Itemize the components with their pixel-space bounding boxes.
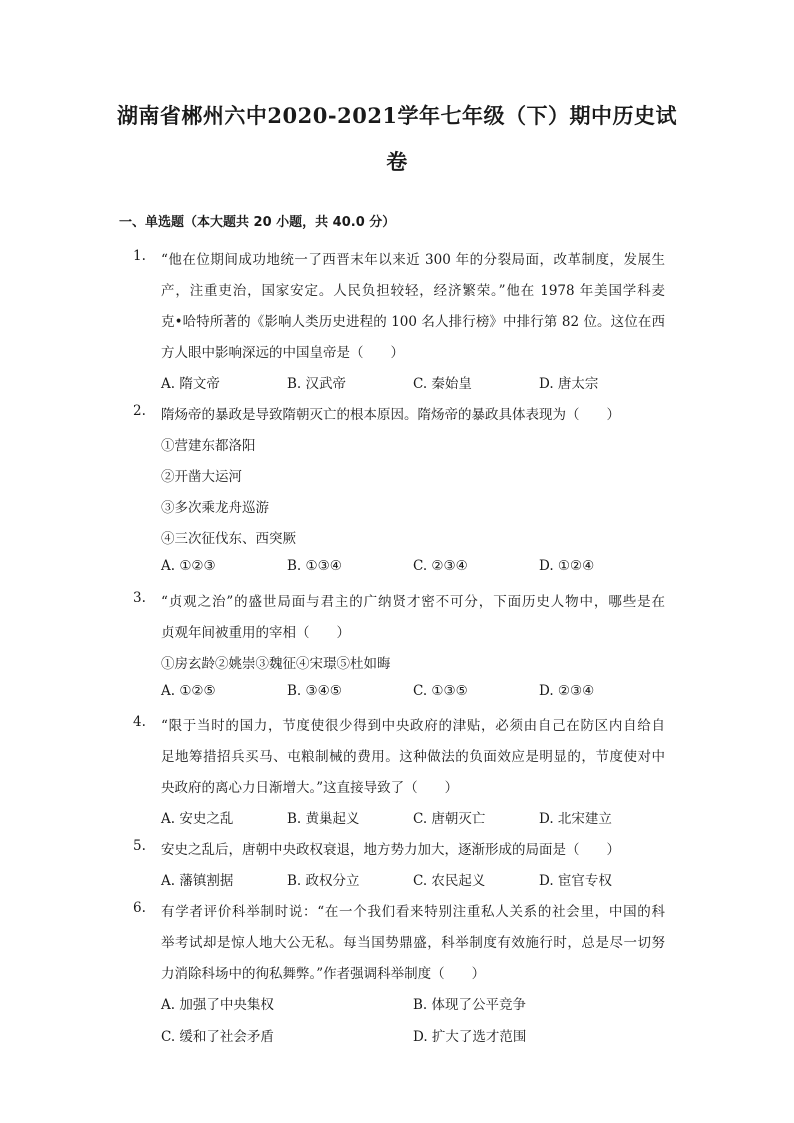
question-text-line: 央政府的离心力日渐增大。”这直接导致了（ ） [161,780,459,796]
question-text-line: 贞观年间被重用的宰相（ ） [161,625,350,641]
question-text-line: 隋炀帝的暴政是导致隋朝灭亡的根本原因。隋炀帝的暴政具体表现为（ ） [161,407,620,423]
question-text-line: 举考试却是惊人地大公无私。每当国势鼎盛，科举制度有效施行时，总是尽一切努 [161,935,665,951]
statement-item: ③多次乘龙舟巡游 [161,500,269,516]
option-c[interactable]: C. 秦始皇 [413,376,472,392]
option-a[interactable]: A. 隋文帝 [161,376,220,392]
question-number: 2. [133,403,146,419]
option-a[interactable]: A. ①②③ [161,558,216,574]
question-number: 1. [133,248,146,264]
exam-title-line-2: 卷 [386,149,408,174]
option-a[interactable]: A. ①②⑤ [161,683,216,699]
statement-item: ④三次征伐东、西突厥 [161,531,296,547]
question-text-line: “贞观之治”的盛世局面与君主的广纳贤才密不可分，下面历史人物中，哪些是在 [161,594,665,610]
question-number: 6. [133,900,146,916]
question-text-line: 方人眼中影响深远的中国皇帝是（ ） [161,345,404,361]
option-d[interactable]: D. 唐太宗 [539,376,599,392]
option-d[interactable]: D. 扩大了选才范围 [413,1029,527,1045]
option-a[interactable]: A. 加强了中央集权 [161,997,274,1013]
question-number: 3. [133,590,146,606]
question-text-line: 力消除科场中的徇私舞弊。”作者强调科举制度（ ） [161,966,486,982]
question-text-line: 足地筹措招兵买马、屯粮制械的费用。这种做法的负面效应是明显的，节度使对中 [161,749,665,765]
option-b[interactable]: B. 体现了公平竞争 [413,997,527,1013]
option-d[interactable]: D. ①②④ [539,558,595,574]
option-b[interactable]: B. ③④⑤ [287,683,342,699]
option-a[interactable]: A. 藩镇割据 [161,873,234,889]
option-b[interactable]: B. 汉武帝 [287,376,347,392]
option-d[interactable]: D. 北宋建立 [539,811,612,827]
question-text-line: 有学者评价科举制时说：“在一个我们看来特别注重私人关系的社会里，中国的科 [161,904,665,920]
exam-title-line-1: 湖南省郴州六中2020-2021学年七年级（下）期中历史试 [116,103,678,128]
question-number: 5. [133,838,146,854]
statement-item: ②开凿大运河 [161,469,242,485]
option-c[interactable]: C. ②③④ [413,558,468,574]
question-text-line: “限于当时的国力，节度使很少得到中央政府的津贴，必须由自己在防区内自给自 [161,718,665,734]
option-d[interactable]: D. ②③④ [539,683,595,699]
option-a[interactable]: A. 安史之乱 [161,811,234,827]
section-heading: 一、单选题（本大题共 20 小题，共 40.0 分） [119,215,396,230]
question-text-line: 克•哈特所著的《影响人类历史进程的 100 名人排行榜》中排行第 82 位。这位在西 [161,314,665,330]
question-number: 4. [133,714,146,730]
option-b[interactable]: B. ①③④ [287,558,342,574]
statement-item: ①房玄龄②姚崇③魏征④宋璟⑤杜如晦 [161,656,391,672]
option-c[interactable]: C. ①③⑤ [413,683,468,699]
question-text-line: 安史之乱后，唐朝中央政权衰退，地方势力加大，逐渐形成的局面是（ ） [161,842,620,858]
question-text-line: 产，注重吏治，国家安定。人民负担较轻，经济繁荣。”他在 1978 年美国学科麦 [161,283,665,299]
option-c[interactable]: C. 缓和了社会矛盾 [161,1029,274,1045]
option-b[interactable]: B. 黄巢起义 [287,811,360,827]
statement-item: ①营建东都洛阳 [161,438,256,454]
question-text-line: “他在位期间成功地统一了西晋末年以来近 300 年的分裂局面，改革制度，发展生 [161,252,665,268]
option-b[interactable]: B. 政权分立 [287,873,360,889]
option-c[interactable]: C. 唐朝灭亡 [413,811,486,827]
option-d[interactable]: D. 宦官专权 [539,873,612,889]
option-c[interactable]: C. 农民起义 [413,873,486,889]
